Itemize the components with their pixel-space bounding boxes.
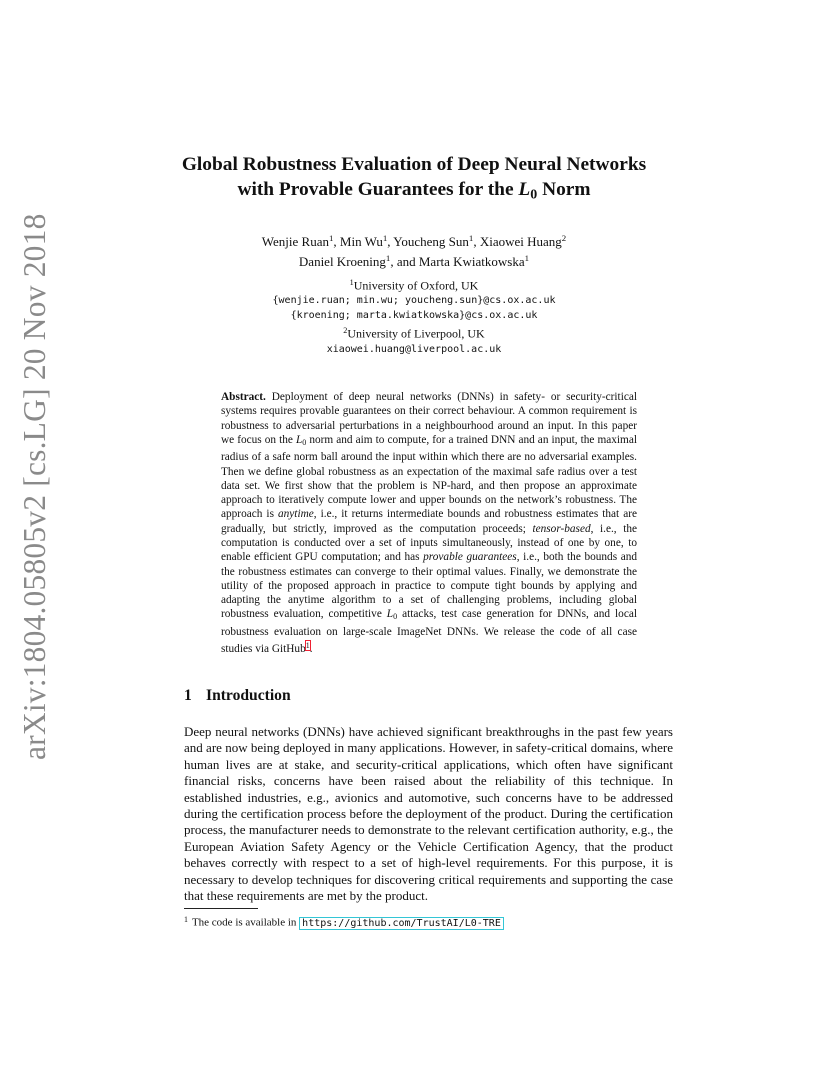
abstract-text: norm and aim to compute, for a trained DNN and an input, the maximal radius of a safe norm ball around the input within which there are no adversarial examples. Then we define global robustness as an expectation of the maximal safe radius over a test data set. We first show that the problem is NP-hard, and then propose an approximate approach to iteratively compute lower and upper bounds on the network’s robustness. The approach is	[221, 433, 637, 521]
github-link[interactable]: https://github.com/TrustAI/L0-TRE	[299, 917, 504, 930]
affiliation-name: University of Oxford, UK	[353, 278, 479, 293]
abstract-text: attacks, test case generation for DNNs, and local robustness evaluation on large-scale ImageNet DNNs. We release the code of all case studies via GitHub	[221, 608, 637, 656]
title-line-2	[0, 178, 828, 208]
email-oxford-1: {wenjie.ruan; min.wu; youcheng.sun}@cs.ox.ac.uk	[272, 295, 556, 307]
intro-paragraph: Deep neural networks (DNNs) have achieved significant breakthroughs in the past few years and are now being deployed in many applications. However, in safety-critical domains, where human lives are at stake, and security-critical applications, which often have significant financial risks, concerns have been raised about the reliability of this technique. In established industries, e.g., avionics and automotive, such concerns have to be addressed during the certification process before the deployment of the product. During the certification process, the manufacturer needs to demonstrate to the relevant certification authority, e.g., the European Aviation Safety Agency or the Vehicle Certification Agency, that the product behaves correctly with respect to a set of high-level requirements. For this purpose, it is necessary to develop techniques for discovering critical requirements and supporting the case that these requirements are met by the product.	[184, 724, 673, 904]
title-line-2-text: with Provable Guarantees for the	[237, 178, 519, 200]
author-affiliation-mark: 1	[524, 252, 530, 263]
author-list	[0, 230, 828, 270]
author-affiliation-mark: 1	[382, 233, 388, 243]
author-affiliation-mark: 1	[328, 233, 334, 243]
author-affiliation-mark: 1	[385, 252, 391, 263]
abstract-text: , i.e., the computation is conducted over a set of inputs simultaneously, instead of one by one, to enable efficient GPU computation; and has	[221, 522, 637, 564]
section-title: Introduction	[206, 687, 291, 704]
author-line-1: Wenjie Ruan$^1$, Min Wu$^1$, Youcheng Sun$^1$, Xiaowei Huang$^2$	[261, 233, 567, 249]
section-number: 1	[184, 687, 192, 704]
title-line-2-end: Norm	[537, 178, 591, 200]
math-L: L	[295, 433, 303, 446]
paper-title	[0, 153, 828, 207]
author-affiliation-mark: 1	[468, 233, 474, 243]
affiliation-oxford	[0, 275, 828, 293]
abstract-emphasis: tensor-based	[532, 522, 591, 535]
abstract-text: .	[309, 643, 313, 656]
email-liverpool: xiaowei.huang@liverpool.ac.uk	[326, 343, 502, 355]
author-name: Min Wu	[339, 233, 383, 249]
title-math-subscript: 0	[530, 186, 538, 202]
author-name: and Marta Kwiatkowska	[396, 253, 525, 269]
author-line-2: Daniel Kroening$^1$, and Marta Kwiatkowska$^1$	[298, 252, 530, 269]
author-name: Youcheng Sun	[393, 233, 469, 249]
email-oxford-2: {kroening; marta.kwiatkowska}@cs.ox.ac.uk	[290, 310, 538, 322]
footnote	[184, 913, 504, 931]
math-subscript: 0	[302, 437, 307, 447]
footnote-text: The code is available in	[191, 916, 300, 929]
author-name: Daniel Kroening	[298, 253, 386, 269]
affiliation-liverpool	[0, 323, 828, 341]
abstract-text: , i.e., it returns intermediate bounds and robustness estimates that are gradually, but strictly, improved as the computation proceeds;	[221, 508, 637, 535]
affiliation-name: University of Liverpool, UK	[347, 326, 485, 341]
footnote-link[interactable]: 1	[305, 641, 310, 651]
section-heading	[184, 687, 291, 705]
abstract-label: Abstract.	[221, 391, 266, 403]
affiliation-mark: 1	[349, 278, 354, 287]
abstract-text: , i.e., both the bounds and the robustness estimates can converge to their optimal values. Finally, we demonstrate the utility of the proposed approach in practice to compute tight bounds by applying and adapting the anytime algorithm to a set of challenging problems, including global robustness evaluation, competitive	[221, 551, 638, 621]
author-name: Wenjie Ruan	[261, 233, 329, 249]
affiliation-mark: 2	[343, 326, 348, 336]
title-line-1: Global Robustness Evaluation of Deep Neural Networks	[181, 154, 647, 175]
abstract	[221, 390, 637, 656]
abstract-emphasis: anytime	[278, 508, 314, 521]
footnote-mark: 1	[184, 915, 188, 924]
author-affiliation-mark: 2	[561, 233, 567, 243]
title-math-L: L	[518, 178, 531, 200]
author-name: Xiaowei Huang	[479, 233, 562, 249]
math-L: L	[386, 608, 394, 621]
abstract-text: Deployment of deep neural networks (DNNs) in safety- or security-critical systems requires provable guarantees on their correct behaviour. A common requirement is robustness to adversarial perturbations in a neighbourhood around an input. In this paper we focus on the	[221, 391, 637, 446]
footnote-rule	[184, 908, 258, 909]
arxiv-identifier: arXiv:1804.05805v2 [cs.LG] 20 Nov 2018	[17, 213, 52, 760]
math-subscript: 0	[393, 612, 398, 622]
abstract-emphasis: provable guarantees	[423, 551, 517, 564]
affiliations	[0, 275, 828, 357]
